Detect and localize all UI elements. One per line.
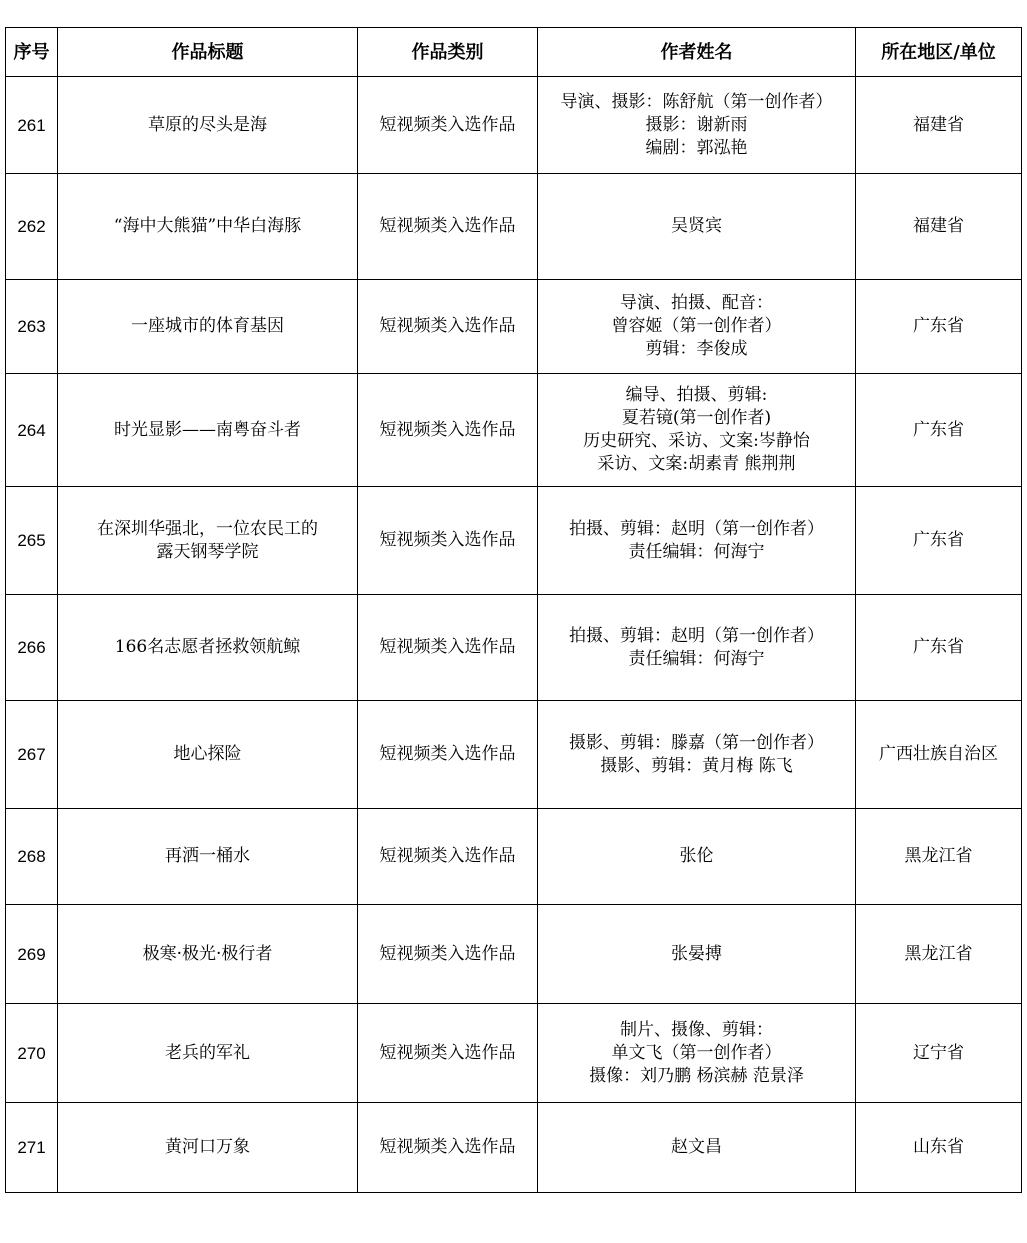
author-line: 夏若镜(第一创作者) [621,408,772,428]
title-line: 黄河口万象 [165,1137,250,1157]
author-line: 张晏搏 [671,943,722,964]
table-row [6,905,1022,1004]
table-row [6,487,1022,595]
cell-category: 短视频类入选作品 [358,77,538,174]
header-row [6,28,1022,77]
header-category: 作品类别 [358,28,538,77]
cell-region: 福建省 [856,77,1022,174]
author-line: 拍摄、剪辑：赵明（第一创作者） [569,625,824,646]
table-row [6,701,1022,809]
cell-category: 短视频类入选作品 [358,280,538,374]
author-line: 单文飞（第一创作者） [611,1042,782,1063]
author-line: 赵文昌 [671,1137,722,1157]
cell-seq: 266 [6,595,58,701]
table-row [6,77,1022,174]
table-body [6,77,1022,1193]
cell-category: 短视频类入选作品 [358,1103,538,1193]
author-line: 历史研究、采访、文案:岑静怡 [583,431,810,451]
cell-region: 黑龙江省 [856,905,1022,1004]
title-line: 166名志愿者拯救领航鲸 [114,637,301,657]
cell-region: 山东省 [856,1103,1022,1193]
table-row [6,374,1022,487]
title-line: 一座城市的体育基因 [131,316,284,336]
cell-category: 短视频类入选作品 [358,905,538,1004]
cell-authors [538,701,856,809]
author-line: 导演、拍摄、配音： [620,293,773,313]
cell-seq: 270 [6,1004,58,1103]
cell-title [58,701,358,809]
title-line: 老兵的军礼 [165,1042,250,1063]
cell-seq: 271 [6,1103,58,1193]
cell-title [58,174,358,280]
cell-category: 短视频类入选作品 [358,595,538,701]
cell-seq: 265 [6,487,58,595]
cell-region: 辽宁省 [856,1004,1022,1103]
table-row [6,1103,1022,1193]
cell-title [58,487,358,595]
cell-region: 广东省 [856,595,1022,701]
title-line: “海中大熊猫”中华白海豚 [113,216,302,236]
cell-seq: 262 [6,174,58,280]
author-line: 摄影、剪辑：黄月梅 陈飞 [600,755,793,776]
cell-region: 黑龙江省 [856,809,1022,905]
cell-category: 短视频类入选作品 [358,1004,538,1103]
cell-title [58,595,358,701]
cell-seq: 263 [6,280,58,374]
cell-seq: 261 [6,77,58,174]
cell-title [58,809,358,905]
header-seq: 序号 [6,28,58,77]
cell-category: 短视频类入选作品 [358,701,538,809]
cell-authors [538,374,856,487]
cell-title [58,1103,358,1193]
author-line: 采访、文案:胡素青 熊荆荆 [597,454,796,474]
author-line: 责任编辑：何海宁 [628,541,765,562]
author-line: 剪辑：李俊成 [645,339,748,359]
cell-authors [538,809,856,905]
cell-region: 广东省 [856,487,1022,595]
cell-authors [538,77,856,174]
cell-authors [538,174,856,280]
cell-title [58,374,358,487]
cell-category: 短视频类入选作品 [358,174,538,280]
cell-authors [538,280,856,374]
author-line: 编导、拍摄、剪辑: [625,385,768,405]
author-line: 摄影、剪辑：滕嘉（第一创作者） [569,732,824,753]
title-line: 地心探险 [173,744,242,764]
cell-region: 广东省 [856,280,1022,374]
cell-authors [538,905,856,1004]
author-line: 导演、摄影：陈舒航（第一创作者） [560,91,833,112]
cell-region: 广东省 [856,374,1022,487]
cell-title [58,905,358,1004]
cell-seq: 267 [6,701,58,809]
title-line: 时光显影——南粤奋斗者 [114,419,301,440]
cell-authors [538,487,856,595]
cell-title [58,77,358,174]
cell-authors [538,1103,856,1193]
cell-category: 短视频类入选作品 [358,374,538,487]
author-line: 曾容姬（第一创作者） [611,316,782,336]
table-row [6,174,1022,280]
cell-seq: 268 [6,809,58,905]
cell-region: 广西壮族自治区 [856,701,1022,809]
cell-category: 短视频类入选作品 [358,809,538,905]
cell-title [58,1004,358,1103]
author-line: 摄影：谢新雨 [645,114,748,135]
title-line: 露天钢琴学院 [156,541,259,562]
table-row [6,595,1022,701]
header-title: 作品标题 [58,28,358,77]
title-line: 草原的尽头是海 [148,114,267,135]
cell-authors [538,595,856,701]
works-table [5,27,1022,1193]
table-row [6,1004,1022,1103]
title-line: 再洒一桶水 [165,846,250,866]
cell-category: 短视频类入选作品 [358,487,538,595]
title-line: 在深圳华强北，一位农民工的 [97,518,318,539]
cell-region: 福建省 [856,174,1022,280]
author-line: 拍摄、剪辑：赵明（第一创作者） [569,518,824,539]
author-line: 制片、摄像、剪辑： [620,1019,773,1040]
table-row [6,280,1022,374]
header-authors: 作者姓名 [538,28,856,77]
author-line: 张伦 [679,846,714,866]
author-line: 摄像：刘乃鹏 杨滨赫 范景泽 [589,1065,804,1086]
author-line: 编剧：郭泓艳 [645,137,748,158]
header-region: 所在地区/单位 [856,28,1022,77]
cell-seq: 269 [6,905,58,1004]
author-line: 吴贤宾 [671,216,722,236]
title-line: 极寒·极光·极行者 [142,943,273,964]
author-line: 责任编辑：何海宁 [628,648,765,669]
cell-authors [538,1004,856,1103]
cell-seq: 264 [6,374,58,487]
table-row [6,809,1022,905]
cell-title [58,280,358,374]
